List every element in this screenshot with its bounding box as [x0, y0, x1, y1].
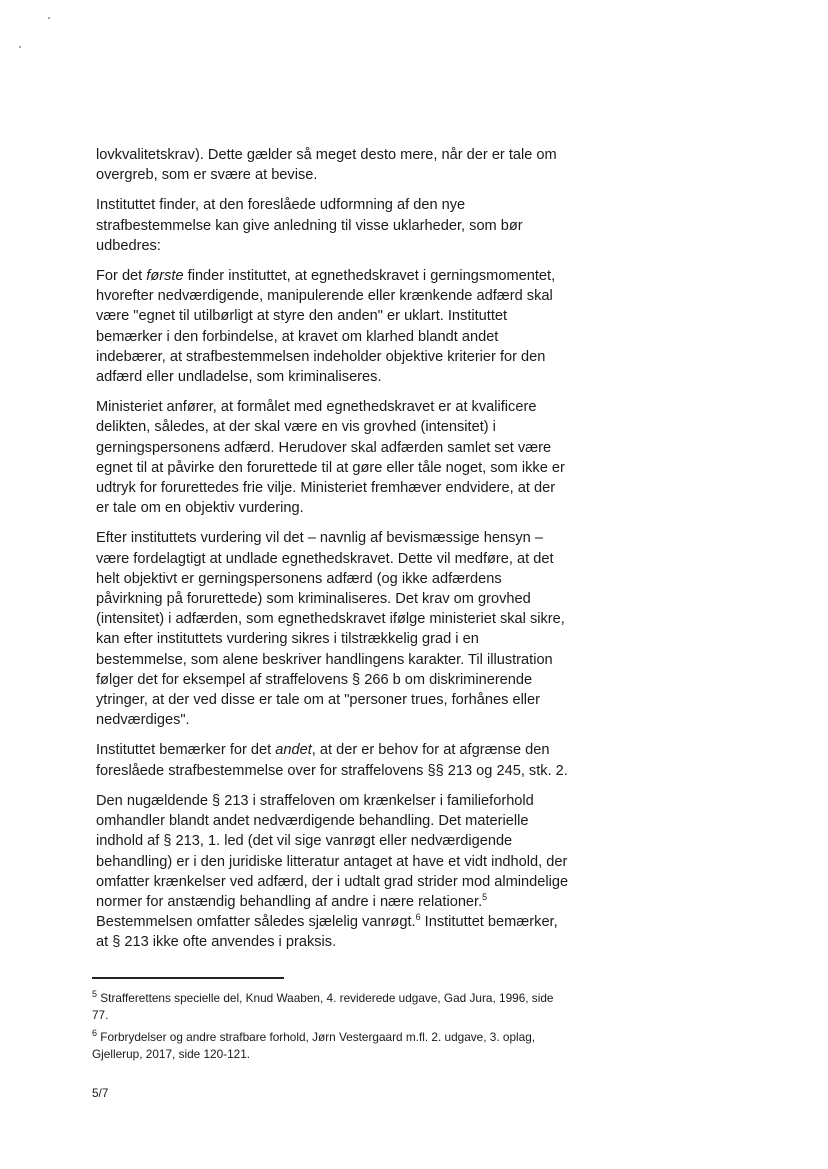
footnote: $^6$ Forbrydelser og andre strafbare forhold, Jørn Vestergaard m.fl. 2. udgave, 3. oplag, Gjellerup, 2017, side 120-121.	[92, 1028, 536, 1061]
paragraph: Instituttet finder, at den foreslåede udformning af den nye strafbestemmelse kan give anledning til visse uklarheder, som bør udbedres:	[96, 197, 523, 254]
scan-speck	[48, 17, 50, 19]
paragraph: lovkvalitetskrav). Dette gælder så meget desto mere, når der er tale om overgreb, som er svære at bevise.	[96, 147, 557, 184]
scan-speck	[19, 46, 21, 48]
emphasis: første	[146, 268, 184, 285]
footnotes	[92, 990, 562, 1068]
paragraph: Ministeriet anfører, at formålet med egnethedskravet er at kvalificere delikten, således, at der skal være en vis grovhed (intensitet) i gerningspersonens adfærd. Herudover skal adfærden samlet set være egnet til at påvirke den forurettede til at gøre eller tåle noget, som ikke er udtryk for forurettedes frie vilje. Ministeriet fremhæver endvidere, at der er tale om en objektiv vurdering.	[96, 399, 565, 517]
paragraph: For det første finder instituttet, at egnethedskravet i gerningsmomentet, hvorefter nedværdigende, manipulerende eller krænkende adfærd skal være "egnet til utilbørligt at styre den anden" er uklart. Instituttet bemærker i den forbindelse, at kravet om klarhed blandt andet indebærer, at strafbestemmelsen indeholder objektive kriterier for den adfærd eller undladelse, som kriminaliseres.	[96, 268, 556, 386]
body-text	[96, 145, 572, 963]
page-number: 5/7	[92, 1086, 109, 1100]
paragraph: Instituttet bemærker for det andet, at der er behov for at afgrænse den foreslåede strafbestemmelse over for straffelovens §§ 213 og 245, stk. 2.	[96, 742, 568, 779]
footnote-ref: 5	[482, 892, 488, 903]
footnote-separator	[92, 977, 284, 979]
footnote-ref: 6	[415, 912, 421, 923]
paragraph: Den nugældende § 213 i straffeloven om krænkelser i familieforhold omhandler blandt andet nedværdigende behandling. Det materielle indhold af § 213, 1. led (det vil sige vanrøgt eller nedværdigende behandling) er i den juridiske litteratur antaget at have et vidt indhold, der omfatter krænkelser ved adfærd, der i udtalt grad strider mod almindelige normer for anstændig behandling af andre i nære relationer.$^5$ Bestemmelsen omfatter således sjælelig vanrøgt.$^6$ Instituttet bemærker, at § 213 ikke ofte anvendes i praksis.	[96, 792, 569, 951]
emphasis: andet	[275, 742, 312, 759]
paragraph: Efter instituttets vurdering vil det – navnlig af bevismæssige hensyn – være fordelagtigt at undlade egnethedskravet. Dette vil medføre, at det helt objektivt er gerningspersonens adfærd (og ikke adfærdens påvirkning på forurettede) som kriminaliseres. Det krav om grovhed (intensitet) i adfærden, som egnethedskravet ifølge ministeriet skal sikre, kan efter instituttets vurdering sikres i tilstrækkelig grad i en bestemmelse, som alene beskriver handlingens karakter. Til illustration følger det for eksempel af straffelovens § 266 b om diskriminerende ytringer, at der ved disse er tale om at "personer trues, forhånes eller nedværdiges".	[96, 530, 565, 729]
footnote: $^5$ Strafferettens specielle del, Knud Waaben, 4. reviderede udgave, Gad Jura, 1996, side 77.	[92, 989, 554, 1022]
